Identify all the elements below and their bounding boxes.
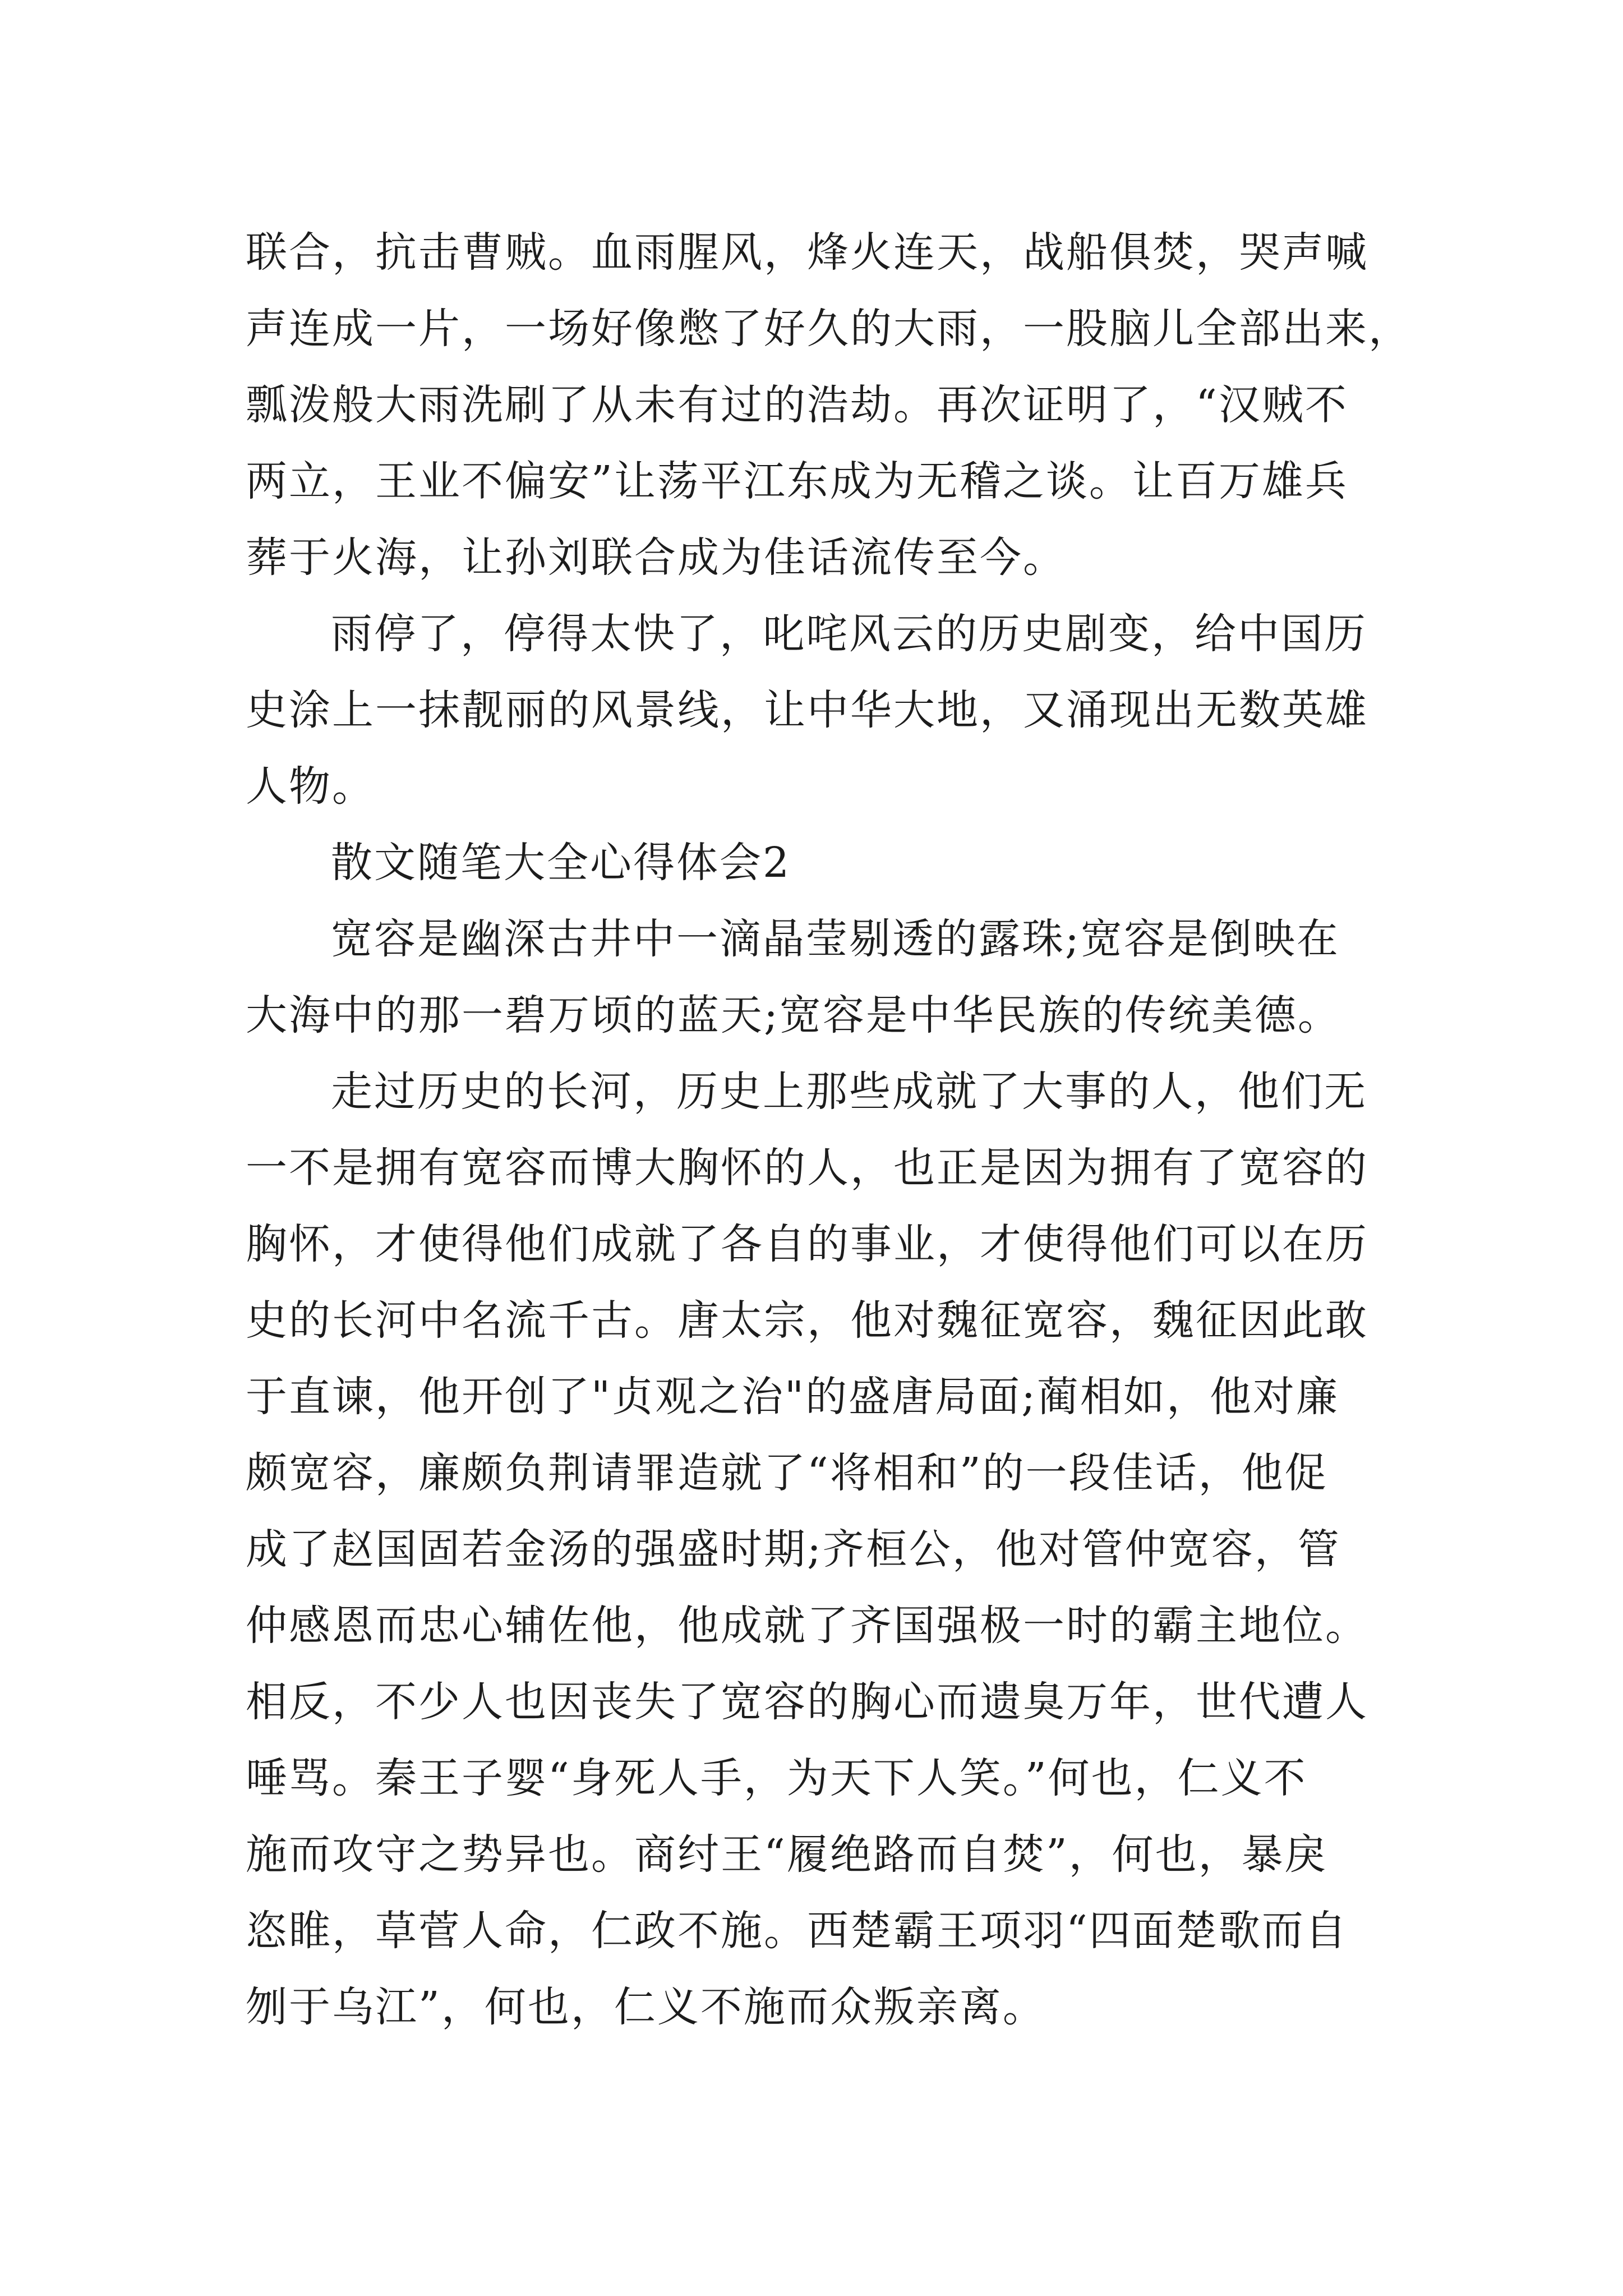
text-line: 瓢泼般大雨洗刷了从未有过的浩劫。再次证明了，“汉贼不 [246, 381, 1348, 429]
text-line: 胸怀，才使得他们成就了各自的事业，才使得他们可以在历 [246, 1220, 1368, 1268]
text-line: 颇宽容，廉颇负荆请罪造就了“将相和”的一段佳话，他促 [246, 1449, 1328, 1497]
text-line: 史的长河中名流千古。唐太宗，他对魏征宽容，魏征因此敢 [246, 1296, 1368, 1345]
body-text [246, 214, 1412, 2045]
text-line: 仲感恩而忠心辅佐他，他成就了齐国强极一时的霸主地位。 [246, 1602, 1368, 1650]
section-heading: 散文随笔大全心得体会2 [331, 839, 791, 887]
text-line: 恣睢，草菅人命，仁政不施。西楚霸王项羽“四面楚歌而自 [246, 1907, 1348, 1955]
text-line: 施而攻守之势异也。商纣王“履绝路而自焚”，何也，暴戾 [246, 1830, 1328, 1879]
text-line: 两立，王业不偏安”让荡平江东成为无稽之谈。让百万雄兵 [246, 457, 1348, 505]
text-line: 刎于乌江”，何也，仁义不施而众叛亲离。 [246, 1983, 1046, 2031]
text-line: 人物。 [246, 762, 375, 811]
text-line: 宽容是幽深古井中一滴晶莹剔透的露珠;宽容是倒映在 [331, 915, 1340, 963]
text-line: 大海中的那一碧万顷的蓝天;宽容是中华民族的传统美德。 [246, 991, 1341, 1039]
text-line: 唾骂。秦王子婴“身死人手，为天下人笑。”何也，仁义不 [246, 1754, 1307, 1802]
text-line: 声连成一片，一场好像憋了好久的大雨，一股脑儿全部出来， [246, 305, 1412, 353]
text-line: 成了赵国固若金汤的强盛时期;齐桓公，他对管仲宽容，管 [246, 1525, 1341, 1573]
text-line: 一不是拥有宽容而博大胸怀的人，也正是因为拥有了宽容的 [246, 1144, 1368, 1192]
text-line: 联合，抗击曹贼。血雨腥风，烽火连天，战船俱焚，哭声喊 [246, 228, 1368, 277]
text-line: 走过历史的长河，历史上那些成就了大事的人，他们无 [331, 1068, 1367, 1116]
text-line: 葬于火海，让孙刘联合成为佳话流传至今。 [246, 533, 1066, 582]
text-line: 史涂上一抹靓丽的风景线，让中华大地，又涌现出无数英雄 [246, 686, 1368, 734]
text-line: 于直谏，他开创了"贞观之治"的盛唐局面;蔺相如，他对廉 [246, 1373, 1340, 1421]
text-line: 相反，不少人也因丧失了宽容的胸心而遗臭万年，世代遭人 [246, 1678, 1368, 1726]
text-line: 雨停了，停得太快了，叱咤风云的历史剧变，给中国历 [331, 610, 1367, 658]
